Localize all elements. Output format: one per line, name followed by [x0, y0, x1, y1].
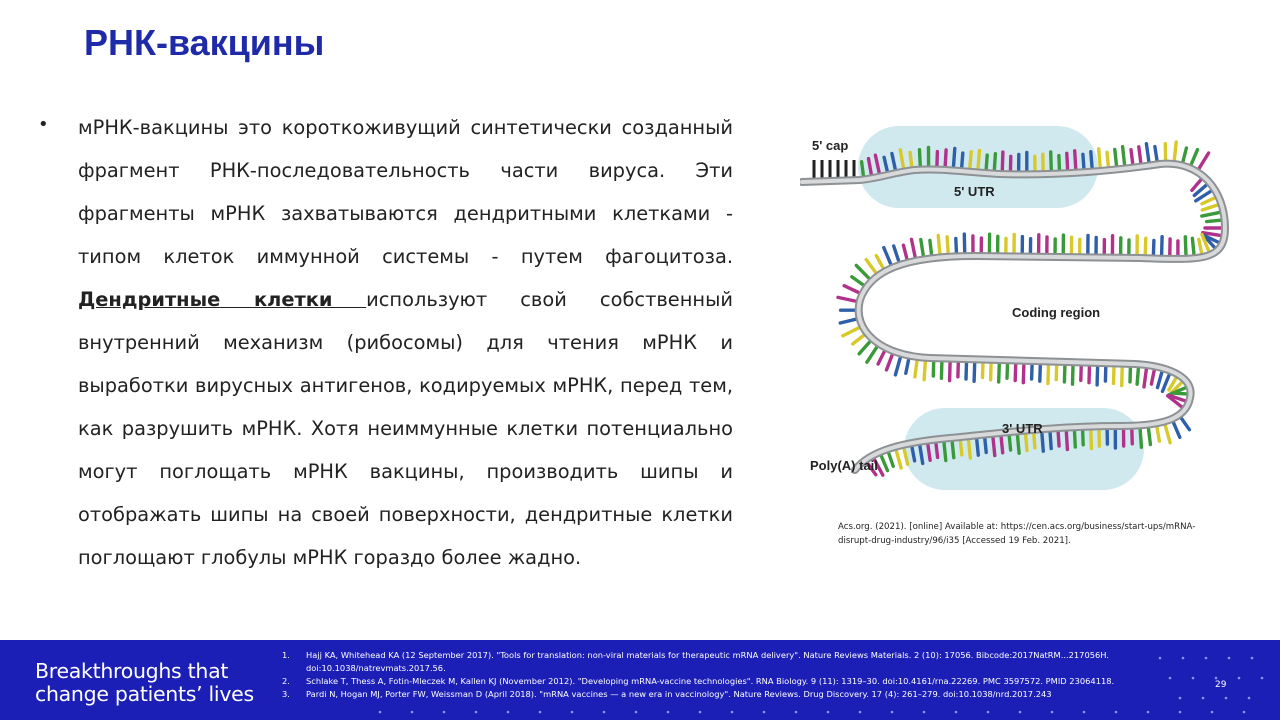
- footer-dot: [763, 711, 766, 714]
- dendritic-cells-term: Дендритные клетки: [78, 288, 367, 311]
- polya-label: Poly(A) tail: [810, 458, 878, 473]
- footer-dot: [1238, 677, 1241, 680]
- cap-ticks: [814, 160, 854, 178]
- slide-title: РНК-вакцины: [84, 22, 325, 63]
- mrna-structure-diagram: [800, 120, 1250, 500]
- footer-dot: [1211, 711, 1214, 714]
- coding-region-label: Coding region: [1012, 305, 1101, 320]
- footer-dot: [1051, 711, 1054, 714]
- footer-dot: [1192, 677, 1195, 680]
- bullet-marker: •: [38, 114, 49, 135]
- reference-item: [282, 649, 1162, 675]
- page-number: 29: [1215, 680, 1227, 690]
- footer-dot: [1115, 711, 1118, 714]
- tagline-line-2: change patients’ lives: [35, 682, 254, 706]
- footer-dot: [475, 711, 478, 714]
- reference-number: 1.: [282, 650, 290, 660]
- bullet-text-intro: мРНК-вакцины это короткоживущий синтетически созданный фрагмент РНК-последовательность части вируса. Эти фрагменты мРНК захватываются дендритными клетками - типом клеток иммунной системы - путем фагоцитоза.: [78, 116, 733, 268]
- figure-citation: Acs.org. (2021). [online] Available at: https://cen.acs.org/business/start-ups/mRNA-disrupt-drug-industry/96/i35 [Accessed 19 Feb. 2021].: [838, 522, 1196, 546]
- footer-tagline: [35, 660, 254, 706]
- footer-dot: [411, 711, 414, 714]
- footer-dot: [667, 711, 670, 714]
- footer-dot: [603, 711, 606, 714]
- footer-dot: [1179, 711, 1182, 714]
- footer-dot: [507, 711, 510, 714]
- footer-dot: [1215, 677, 1218, 680]
- footer-dot: [1261, 677, 1264, 680]
- footer-dot: [1205, 657, 1208, 660]
- footer-dot: [1182, 657, 1185, 660]
- cap-label: 5' cap: [812, 138, 849, 153]
- reference-item: [282, 675, 1162, 688]
- tagline-line-1: Breakthroughs that: [35, 659, 229, 683]
- footer-dot: [571, 711, 574, 714]
- footer-dot: [1251, 657, 1254, 660]
- bullet-text: [78, 106, 733, 579]
- footer-dot: [635, 711, 638, 714]
- footer-dot: [379, 711, 382, 714]
- footer-dot: [443, 711, 446, 714]
- footer-dot: [827, 711, 830, 714]
- reference-number: 3.: [282, 689, 290, 699]
- footer-dot: [795, 711, 798, 714]
- bullet-text-rest: используют свой собственный внутренний механизм (рибосомы) для чтения мРНК и выработки вирусных антигенов, кодируемых мРНК, перед тем, как разрушить мРНК. Хотя неиммунные клетки потенциально могут поглощать мРНК вакцины, производить шипы и отображать шипы на своей поверхности, дендритные клетки поглощают глобулы мРНК гораздо более жадно.: [78, 288, 733, 569]
- footer-dot: [1179, 697, 1182, 700]
- footer-dot: [987, 711, 990, 714]
- footer-dot: [1169, 677, 1172, 680]
- reference-text: Schlake T, Thess A, Fotin-Mleczek M, Kallen KJ (November 2012). "Developing mRNA-vaccine technologies". RNA Biology. 9 (11): 1319–30. doi:10.4161/rna.22269. PMC 3597572. PMID 23064118.: [306, 676, 1115, 686]
- footer-dot: [1228, 657, 1231, 660]
- footer-dot: [1243, 711, 1246, 714]
- footer-dot: [891, 711, 894, 714]
- reference-number: 2.: [282, 676, 290, 686]
- footer-dot: [859, 711, 862, 714]
- footer-dot: [1083, 711, 1086, 714]
- footer-dot: [699, 711, 702, 714]
- footer-dot: [1147, 711, 1150, 714]
- bullet-list: [38, 106, 738, 579]
- footer-dot: [731, 711, 734, 714]
- footer-dot: [539, 711, 542, 714]
- footer-dot: [1019, 711, 1022, 714]
- reference-text: Pardi N, Hogan MJ, Porter FW, Weissman D (April 2018). "mRNA vaccines — a new era in vaccinology". Nature Reviews. Drug Discovery. 17 (4): 261–279. doi:10.1038/nrd.2017.243: [306, 689, 1052, 699]
- utr5-label: 5' UTR: [954, 184, 995, 199]
- footer-dot: [1202, 697, 1205, 700]
- footer-dot: [955, 711, 958, 714]
- footer-dot: [923, 711, 926, 714]
- footer-dot: [1225, 697, 1228, 700]
- reference-list: [282, 649, 1162, 701]
- reference-text: Hajj KA, Whitehead KA (12 September 2017). "Tools for translation: non-viral materials for therapeutic mRNA delivery". Nature Reviews Materials. 2 (10): 17056. Bibcode:2017NatRM...217056H. doi:10.1038/natrevmats.2017.56.: [306, 650, 1110, 673]
- footer-dot: [1248, 697, 1251, 700]
- reference-item: [282, 688, 1162, 701]
- utr3-label: 3' UTR: [1002, 421, 1043, 436]
